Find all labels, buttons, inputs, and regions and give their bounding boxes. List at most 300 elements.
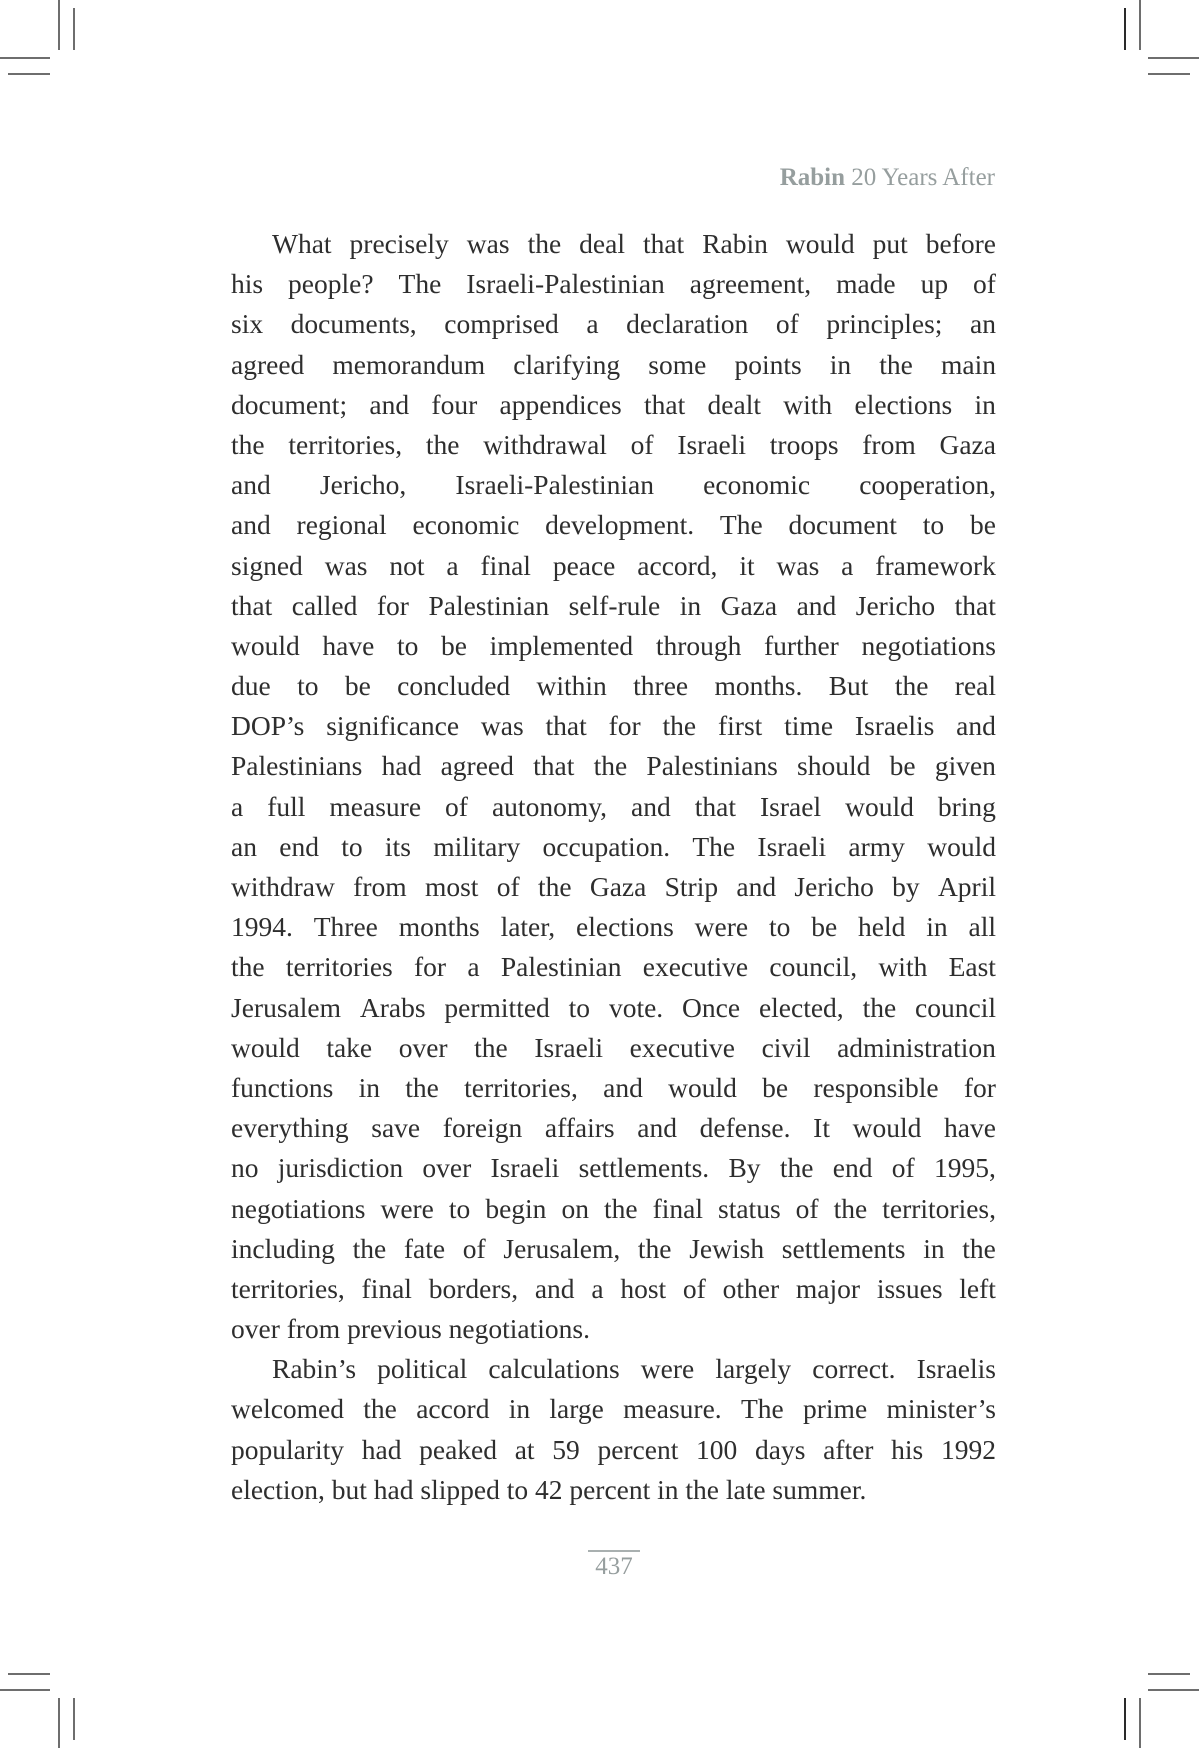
word: should: [797, 750, 871, 782]
word: save: [371, 1112, 421, 1144]
word: withdraw: [231, 871, 335, 902]
word: be: [440, 629, 467, 661]
text-line: election, but had slipped to 42 percent in the late summer.: [231, 1473, 867, 1505]
word: Palestinian: [500, 951, 622, 983]
word: concluded: [397, 670, 511, 702]
text-line: [231, 1349, 996, 1389]
crop-mark-bottom-left-vertical-outer: [58, 1698, 60, 1748]
word: Israelis: [916, 1353, 996, 1385]
body-text: [231, 224, 996, 1510]
word: be: [969, 509, 996, 541]
paragraph: [231, 224, 996, 1349]
word: signed: [231, 549, 303, 581]
word: Arabs: [359, 991, 426, 1023]
word: the: [662, 710, 697, 742]
word: a: [591, 1272, 604, 1304]
word: be: [889, 750, 916, 782]
word: jurisdiction: [277, 1152, 404, 1184]
word: foreign: [442, 1112, 523, 1144]
word: and: [631, 790, 671, 822]
word: Jerusalem: [231, 991, 341, 1023]
word: that: [545, 710, 587, 742]
word: within: [536, 670, 607, 702]
word: the: [425, 428, 460, 460]
text-line: [231, 1068, 996, 1108]
word: What: [272, 228, 332, 259]
word: a: [446, 549, 459, 581]
text-line: [231, 907, 996, 947]
word: Jericho: [855, 589, 936, 621]
running-head-subtitle: 20 Years After: [845, 164, 995, 191]
word: accord: [416, 1393, 490, 1425]
word: the: [879, 348, 913, 380]
word: 1994.: [231, 911, 293, 943]
word: and: [796, 589, 837, 621]
running-head: [780, 164, 995, 192]
word: the: [527, 228, 562, 259]
word: some: [648, 348, 707, 380]
crop-mark-top-left-vertical-outer: [58, 0, 60, 50]
word: would: [845, 790, 914, 822]
word: were: [694, 911, 749, 943]
crop-mark-bottom-right-horizontal-inner: [1148, 1673, 1190, 1675]
word: had: [361, 1433, 402, 1465]
text-line: [231, 746, 996, 786]
word: end: [832, 1152, 873, 1184]
word: six: [231, 308, 264, 340]
word: territories,: [231, 1272, 345, 1304]
text-line: [231, 385, 996, 425]
word: significance: [326, 710, 460, 742]
word: status: [718, 1192, 781, 1224]
text-line: [231, 465, 996, 505]
crop-mark-top-left-horizontal-outer: [0, 57, 50, 59]
word: responsible: [813, 1071, 939, 1103]
word: Three: [313, 911, 378, 943]
word: held: [858, 911, 906, 943]
word: agreed: [231, 348, 305, 380]
word: a: [231, 790, 244, 822]
word: agreement,: [689, 268, 812, 300]
word: the: [352, 1232, 387, 1264]
word: large: [549, 1393, 604, 1425]
word: 1995,: [934, 1152, 996, 1184]
word: But: [828, 670, 869, 702]
word: with: [878, 951, 928, 983]
word: that: [642, 228, 685, 259]
word: of: [775, 308, 799, 340]
word: fate: [403, 1232, 446, 1264]
word: up: [920, 268, 949, 300]
word: and: [736, 871, 777, 902]
word: Palestinians: [231, 750, 363, 782]
word: the: [405, 1071, 439, 1103]
word: document: [788, 509, 897, 541]
text-line: [231, 304, 996, 344]
word: be: [344, 670, 371, 702]
word: Jericho,: [319, 469, 407, 501]
word: administration: [837, 1031, 996, 1063]
word: elections: [854, 388, 953, 420]
word: that: [954, 589, 996, 621]
word: military: [433, 830, 521, 862]
word: bring: [937, 790, 996, 822]
word: days: [754, 1433, 806, 1465]
word: an: [231, 830, 257, 862]
word: four: [431, 388, 478, 420]
word: Rabin: [702, 228, 768, 259]
word: all: [968, 911, 996, 943]
word: Israeli: [490, 1152, 560, 1184]
word: correct.: [812, 1353, 896, 1385]
word: measure.: [623, 1393, 722, 1425]
word: permitted: [444, 991, 550, 1023]
word: final: [480, 549, 531, 581]
word: Israeli: [534, 1031, 604, 1063]
word: Strip: [664, 871, 719, 902]
word: Israel: [760, 790, 822, 822]
word: cooperation,: [859, 469, 996, 501]
word: other: [722, 1272, 780, 1304]
word: be: [811, 911, 838, 943]
word: the: [231, 951, 265, 983]
word: to: [568, 991, 591, 1023]
word: of: [973, 268, 996, 300]
word: council: [915, 991, 996, 1023]
word: an: [970, 308, 996, 340]
word: Israeli: [757, 830, 827, 862]
word: in: [974, 388, 996, 420]
word: final: [652, 1192, 703, 1224]
word: negotiations: [231, 1192, 366, 1224]
word: called: [291, 589, 358, 621]
text-line: [231, 546, 996, 586]
word: take: [326, 1031, 373, 1063]
word: and: [637, 1112, 677, 1144]
word: 1992: [940, 1433, 996, 1465]
word: over: [398, 1031, 448, 1063]
word: to: [396, 629, 419, 661]
word: territories,: [882, 1192, 996, 1224]
word: By: [728, 1152, 761, 1184]
word: had: [381, 750, 422, 782]
word: was: [324, 549, 368, 581]
word: everything: [231, 1112, 349, 1144]
word: later,: [500, 911, 556, 943]
text-line: [231, 947, 996, 987]
text-line: [231, 666, 996, 706]
word: settlements.: [578, 1152, 710, 1184]
word: Israeli: [677, 428, 747, 460]
word: begin: [485, 1192, 547, 1224]
word: at: [514, 1433, 535, 1465]
word: withdrawal: [483, 428, 607, 460]
word: Jericho: [794, 871, 874, 902]
word: that: [231, 589, 273, 621]
word: elections: [576, 911, 674, 943]
word: troops: [769, 428, 839, 460]
word: self-rule: [568, 589, 661, 621]
word: three: [633, 670, 689, 702]
crop-mark-bottom-left-vertical-inner: [73, 1698, 75, 1740]
word: be: [762, 1071, 789, 1103]
word: by: [892, 871, 920, 902]
word: that: [533, 750, 575, 782]
word: territories,: [464, 1071, 578, 1103]
word: of: [630, 428, 654, 460]
word: host: [620, 1272, 667, 1304]
word: Rabin’s: [272, 1353, 357, 1385]
word: the: [894, 670, 929, 702]
word: the: [537, 871, 572, 902]
word: were: [640, 1353, 695, 1385]
word: autonomy,: [491, 790, 608, 822]
word: over: [422, 1152, 472, 1184]
word: it: [739, 549, 755, 581]
word: appendices: [499, 388, 622, 420]
word: in: [829, 348, 852, 380]
word: and: [603, 1071, 643, 1103]
word: the: [862, 991, 897, 1023]
word: vote.: [608, 991, 664, 1023]
word: people?: [288, 268, 374, 300]
word: peace: [552, 549, 616, 581]
word: document;: [231, 388, 348, 420]
word: would: [852, 1112, 922, 1144]
word: no: [231, 1152, 259, 1184]
word: have: [944, 1112, 996, 1144]
word: prime: [803, 1393, 868, 1425]
word: in: [358, 1071, 380, 1103]
text-line: [231, 626, 996, 666]
word: the: [363, 1393, 397, 1425]
word: points: [734, 348, 802, 380]
crop-mark-bottom-right-vertical-outer: [1139, 1698, 1141, 1748]
word: agreed: [440, 750, 514, 782]
text-line: [231, 1389, 996, 1429]
word: further: [764, 629, 839, 661]
word: and: [534, 1272, 575, 1304]
word: of: [682, 1272, 706, 1304]
word: the: [962, 1232, 996, 1264]
word: not: [389, 549, 425, 581]
word: in: [923, 1232, 945, 1264]
word: territories,: [288, 428, 403, 460]
word: on: [561, 1192, 589, 1224]
word: would: [785, 228, 855, 259]
word: The: [398, 268, 442, 300]
word: for: [963, 1071, 996, 1103]
word: was: [480, 710, 524, 742]
word: memorandum: [332, 348, 486, 380]
text-line: [231, 264, 996, 304]
word: The: [692, 830, 736, 862]
word: with: [783, 388, 833, 420]
text-line: [231, 586, 996, 626]
text-line: [231, 1229, 996, 1269]
word: executive: [629, 1031, 736, 1063]
word: a: [841, 549, 854, 581]
word: DOP’s: [231, 710, 305, 742]
word: political: [377, 1353, 468, 1385]
text-line: [231, 505, 996, 545]
word: major: [795, 1272, 861, 1304]
crop-mark-bottom-right-vertical-inner: [1124, 1698, 1126, 1740]
word: to: [448, 1192, 471, 1224]
word: the: [833, 1192, 868, 1224]
text-line: [231, 1269, 996, 1309]
word: would: [668, 1071, 737, 1103]
word: The: [740, 1393, 784, 1425]
word: for: [414, 951, 447, 983]
word: due: [231, 670, 271, 702]
word: was: [776, 549, 820, 581]
word: after: [823, 1433, 874, 1465]
word: and: [369, 388, 410, 420]
text-line: [231, 224, 996, 264]
word: comprised: [444, 308, 559, 340]
word: calculations: [488, 1353, 620, 1385]
word: that: [644, 388, 686, 420]
word: the: [779, 1152, 814, 1184]
word: the: [474, 1031, 508, 1063]
word: his: [891, 1433, 924, 1465]
word: for: [608, 710, 641, 742]
word: It: [813, 1112, 830, 1144]
word: 100: [696, 1433, 738, 1465]
word: executive: [642, 951, 749, 983]
word: declaration: [626, 308, 749, 340]
word: principles;: [826, 308, 943, 340]
word: would: [231, 1031, 300, 1063]
word: framework: [875, 549, 996, 581]
word: welcomed: [231, 1393, 345, 1425]
text-line: [231, 787, 996, 827]
word: elected,: [758, 991, 844, 1023]
word: through: [655, 629, 742, 661]
word: borders,: [428, 1272, 519, 1304]
word: to: [297, 670, 319, 702]
word: popularity: [231, 1433, 345, 1465]
word: territories: [285, 951, 393, 983]
text-line: [231, 1430, 996, 1470]
word: negotiations: [861, 629, 996, 661]
word: of: [445, 790, 468, 822]
word: affairs: [544, 1112, 615, 1144]
word: to: [768, 911, 791, 943]
word: its: [384, 830, 411, 862]
word: functions: [231, 1071, 334, 1103]
word: Gaza: [939, 428, 996, 460]
word: from: [862, 428, 916, 460]
crop-mark-top-right-vertical-inner: [1124, 8, 1126, 50]
word: Jerusalem,: [503, 1232, 621, 1264]
word: end: [279, 830, 319, 862]
word: deal: [579, 228, 625, 259]
word: for: [376, 589, 409, 621]
word: a: [467, 951, 480, 983]
word: occupation.: [542, 830, 671, 862]
word: peaked: [419, 1433, 498, 1465]
word: including: [231, 1232, 335, 1264]
word: economic: [703, 469, 811, 501]
word: a: [586, 308, 599, 340]
word: defense.: [699, 1112, 791, 1144]
word: before: [925, 228, 996, 259]
word: accord,: [637, 549, 718, 581]
crop-mark-top-left-horizontal-inner: [8, 73, 50, 75]
text-line: [231, 1148, 996, 1188]
word: Gaza: [720, 589, 778, 621]
running-head-book-title: Rabin: [779, 164, 845, 191]
word: April: [937, 871, 996, 902]
word: development.: [545, 509, 695, 541]
text-line: [231, 1028, 996, 1068]
word: the: [637, 1232, 672, 1264]
text-line: over from previous negotiations.: [231, 1313, 590, 1345]
word: most: [424, 871, 479, 902]
word: in: [926, 911, 948, 943]
word: Israelis: [854, 710, 935, 742]
crop-mark-top-left-vertical-inner: [73, 8, 75, 50]
word: main: [941, 348, 996, 380]
word: minister’s: [886, 1393, 996, 1425]
word: real: [954, 670, 996, 702]
word: Israeli-Palestinian: [466, 268, 665, 300]
word: left: [959, 1272, 996, 1304]
word: measure: [329, 790, 422, 822]
word: the: [593, 750, 628, 782]
word: council,: [769, 951, 858, 983]
word: months: [398, 911, 480, 943]
word: clarifying: [513, 348, 621, 380]
word: and: [231, 469, 271, 501]
crop-mark-top-right-horizontal-inner: [1148, 73, 1190, 75]
text-line: [231, 827, 996, 867]
word: of: [496, 871, 520, 902]
word: of: [891, 1152, 915, 1184]
text-line: [231, 1108, 996, 1148]
text-line: [231, 345, 996, 385]
word: The: [719, 509, 763, 541]
word: of: [462, 1232, 486, 1264]
word: time: [784, 710, 834, 742]
word: have: [322, 629, 375, 661]
word: months.: [714, 670, 803, 702]
crop-mark-bottom-left-horizontal-inner: [8, 1673, 50, 1675]
word: army: [848, 830, 905, 862]
word: and: [956, 710, 996, 742]
word: Jewish: [689, 1232, 765, 1264]
word: his: [231, 268, 264, 300]
word: in: [508, 1393, 531, 1425]
crop-mark-bottom-right-horizontal-outer: [1148, 1689, 1199, 1691]
word: was: [466, 228, 510, 259]
word: made: [836, 268, 896, 300]
word: Gaza: [589, 871, 647, 902]
word: Once: [682, 991, 741, 1023]
paragraph: [231, 1349, 996, 1510]
word: to: [922, 509, 945, 541]
word: Palestinians: [646, 750, 778, 782]
word: were: [380, 1192, 434, 1224]
word: implemented: [489, 629, 634, 661]
word: East: [948, 951, 996, 983]
word: that: [694, 790, 737, 822]
word: economic: [412, 509, 520, 541]
word: the: [231, 428, 265, 460]
crop-mark-top-right-vertical-outer: [1139, 0, 1141, 50]
